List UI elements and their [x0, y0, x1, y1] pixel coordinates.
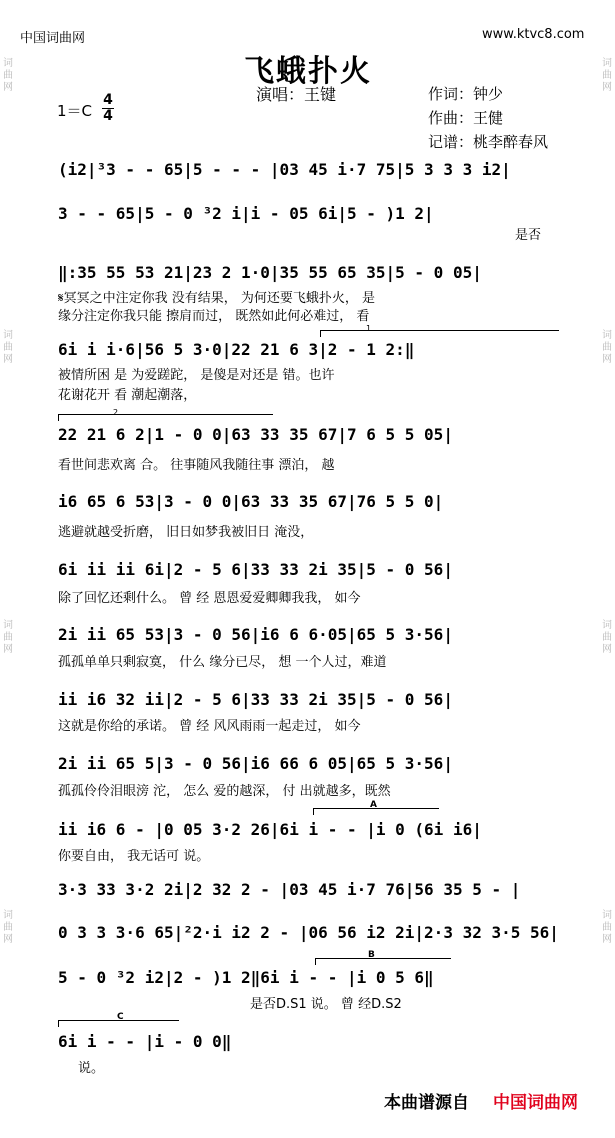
score-line-10: 2i ii 65 5|3 - 0 56|i6 66 6 05|65 5 3·56|	[58, 754, 453, 773]
lyric-line-15: 说。	[78, 1061, 105, 1076]
meter-top: 4	[103, 92, 113, 108]
score-line-6: i6 65 6 53|3 - 0 0|63 33 35 67|76 5 5 0|	[58, 492, 444, 511]
source-label: 本曲谱源自	[384, 1093, 469, 1113]
side-watermark: 词曲网	[602, 330, 612, 365]
side-watermark: 词曲网	[3, 620, 13, 655]
side-watermark: 词曲网	[3, 910, 13, 945]
score-line-8: 2i ii 65 53|3 - 0 56|i6 6 6·05|65 5 3·56|	[58, 625, 453, 644]
score-line-4: 6i i i·6|56 5 3·0|22 21 6 3|2 - 1 2:‖	[58, 340, 415, 359]
score-line-11: ii i6 6 - |0 05 3·2 26|6i i - - |i 0 (6i i6|	[58, 820, 482, 839]
volta-bracket-b	[315, 958, 451, 965]
lyric-line-11: 你要自由， 我无话可 说。	[58, 849, 210, 864]
key-signature: 1＝C	[57, 102, 93, 120]
lyric-line-10: 孤孤伶伶泪眼滂 沱， 怎么 爱的越深， 付 出就越多，既然	[58, 784, 391, 799]
volta-bracket-2	[58, 414, 273, 421]
lyricist-credit: 作词：钟少	[428, 85, 504, 103]
volta-label-a: A	[370, 800, 377, 810]
score-line-7: 6i ii ii 6i|2 - 5 6|33 33 2i 35|5 - 0 56|	[58, 560, 453, 579]
lyric-line-7: 除了回忆还剩什么。 曾 经 恩恩爱爱卿卿我我， 如今	[58, 591, 361, 606]
source-site-link[interactable]: 中国词曲网	[493, 1093, 578, 1113]
volta-label-1: 1	[366, 324, 372, 333]
volta-label-b: B	[368, 950, 375, 960]
volta-label-c: C	[117, 1012, 124, 1022]
score-line-5: 22 21 6 2|1 - 0 0|63 33 35 67|7 6 5 5 05|	[58, 425, 453, 444]
volta-bracket-1	[320, 330, 559, 337]
side-watermark: 词曲网	[3, 330, 13, 365]
lyric-line-5: 看世间悲欢离 合。 往事随风我随往事 漂泊， 越	[58, 458, 335, 473]
side-watermark: 词曲网	[3, 58, 13, 93]
lyric-line-14: 是否D.S1 说。 曾 经D.S2	[250, 997, 402, 1012]
lyric-line-3b: 缘分注定你我只能 擦肩而过， 既然如此何必难过， 看	[58, 309, 370, 324]
score-line-15: 6i i - - |i - 0 0‖	[58, 1032, 232, 1051]
score-line-14: 5 - 0 ³2 i2|2 - )1 2‖6i i - - |i 0 5 6‖	[58, 968, 434, 987]
score-line-2: 3 - - 65|5 - 0 ³2 i|i - 05 6i|5 - )1 2|	[58, 204, 434, 223]
volta-label-2: 2	[113, 408, 119, 417]
meter-bottom: 4	[103, 108, 113, 124]
lyric-line-9: 这就是你给的承诺。 曾 经 风风雨雨一起走过， 如今	[58, 719, 361, 734]
transcriber-credit: 记谱：桃李醉春风	[428, 133, 549, 151]
side-watermark: 词曲网	[602, 910, 612, 945]
composer-credit: 作曲：王健	[428, 109, 504, 127]
side-watermark: 词曲网	[602, 620, 612, 655]
lyric-line-4a: 被情所困 是 为爱蹉跎， 是傻是对还是 错。也许	[58, 368, 335, 383]
lyric-line-3a: 𝄋冥冥之中注定你我 没有结果， 为何还要飞蛾扑火， 是	[58, 291, 375, 306]
singer-credit: 演唱：王键	[256, 85, 337, 104]
lyric-line-2: 是否	[515, 228, 542, 243]
score-line-3: ‖:35 55 53 21|23 2 1·0|35 55 65 35|5 - 0 05|	[58, 263, 482, 282]
lyric-line-4b: 花谢花开 看 潮起潮落，	[58, 388, 197, 403]
site-url-right[interactable]: www.ktvc8.com	[482, 27, 585, 42]
song-title: 飞蛾扑火	[244, 54, 372, 89]
score-line-9: ii i6 32 ii|2 - 5 6|33 33 2i 35|5 - 0 56|	[58, 690, 453, 709]
time-signature	[102, 93, 114, 123]
lyric-line-8: 孤孤单单只剩寂寞， 什么 缘分已尽， 想 一个人过，难道	[58, 655, 387, 670]
score-line-12: 3·3 33 3·2 2i|2 32 2 - |03 45 i·7 76|56 35 5 - |	[58, 880, 521, 899]
side-watermark: 词曲网	[602, 58, 612, 93]
score-line-1: (i2|³3 - - 65|5 - - - |03 45 i·7 75|5 3 3 3 i2|	[58, 160, 511, 179]
lyric-line-6: 逃避就越受折磨， 旧日如梦我被旧日 淹没，	[58, 525, 314, 540]
score-line-13: 0 3 3 3·6 65|²2·i i2 2 - |06 56 i2 2i|2·3 32 3·5 56|	[58, 923, 559, 942]
site-name-left: 中国词曲网	[20, 31, 86, 46]
